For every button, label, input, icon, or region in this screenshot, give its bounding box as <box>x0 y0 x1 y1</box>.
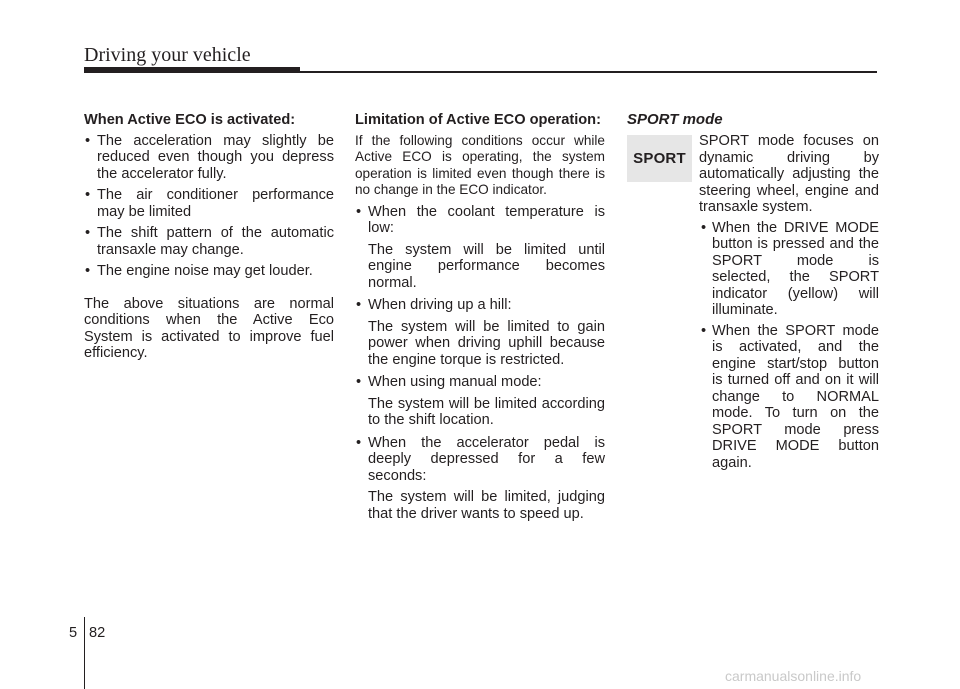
list-item-detail: The system will be limited according to the shift location. <box>368 395 605 428</box>
active-eco-list <box>84 133 334 280</box>
sport-badge-label: SPORT <box>633 150 686 167</box>
limitation-heading: Limitation of Active ECO operation: <box>355 112 601 128</box>
sport-indicator-icon <box>627 135 692 182</box>
list-item: • When the SPORT mode is activated, and the engine start/stop button is turned off and on it will change to NORMAL mode. To turn on the SPORT mode press DRIVE MODE button again. <box>699 323 879 472</box>
header-bar <box>84 67 300 73</box>
limitation-list <box>355 204 605 523</box>
list-item: • When the coolant temperature is low: <box>355 204 605 237</box>
sport-mode-intro: SPORT mode focuses on dynamic driving by automatically adjusting the steering wheel, engine and transaxle system. <box>699 133 879 215</box>
column-sport-mode <box>627 112 879 135</box>
header-rule <box>300 71 877 73</box>
list-item-detail: The system will be limited, judging that the driver wants to speed up. <box>368 489 605 522</box>
sport-mode-title: SPORT mode <box>627 111 723 128</box>
list-item: • The shift pattern of the automatic transaxle may change. <box>84 225 334 258</box>
active-eco-heading: When Active ECO is activated: <box>84 112 296 128</box>
footer-divider <box>84 617 85 689</box>
list-item-detail: The system will be limited to gain power when driving uphill because the engine torque is restricted. <box>368 318 605 368</box>
list-item: • When using manual mode: <box>355 374 605 391</box>
list-item: • The acceleration may slightly be reduced even though you depress the accelerator fully. <box>84 133 334 183</box>
limitation-intro: If the following conditions occur while Active ECO is operating, the system operation is limited even though there is no change in the ECO indicator. <box>355 132 605 197</box>
list-item: • The engine noise may get louder. <box>84 263 334 280</box>
sport-mode-text <box>699 133 879 475</box>
page-number: 82 <box>89 625 106 641</box>
watermark: carmanualsonline.info <box>725 668 862 684</box>
list-item: • When driving up a hill: <box>355 297 605 314</box>
page-header-title: Driving your vehicle <box>84 44 251 66</box>
sport-mode-list <box>699 220 879 472</box>
column-limitation <box>355 112 605 528</box>
list-item-detail: The system will be limited until engine performance becomes normal. <box>368 241 605 291</box>
section-number: 5 <box>69 625 78 641</box>
list-item: • The air conditioner performance may be limited <box>84 187 334 220</box>
list-item: • When the accelerator pedal is deeply depressed for a few seconds: <box>355 435 605 485</box>
active-eco-paragraph: The above situations are normal conditions when the Active Eco System is activated to improve fuel efficiency. <box>84 295 334 361</box>
list-item: • When the DRIVE MODE button is pressed and the SPORT mode is selected, the SPORT indicator (yellow) will illuminate. <box>699 220 879 319</box>
column-active-eco <box>84 112 334 362</box>
